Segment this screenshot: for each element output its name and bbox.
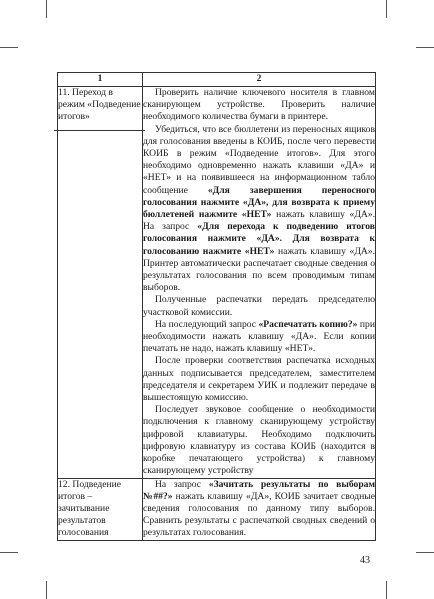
instruction-text: На запрос bbox=[155, 478, 209, 490]
instruction-text: Последует звуковое сообщение о необходимости подключения к главному сканирующему устройству цифровой клавиатуры. Необходимо подключить цифровую клавиатуру из состава КОИБ (находится в коробке печатающего устройства) к главному сканирующему устройству bbox=[143, 404, 375, 477]
instruction-text: при необходимости нажать клавишу «ДА». Если копии печатать не надо, нажать клавишу «НЕТ». bbox=[143, 318, 375, 355]
step-title: 12. Подведение итогов – зачитывание результатов голосования bbox=[58, 478, 121, 539]
column-header: 1 bbox=[58, 73, 143, 87]
divider bbox=[54, 124, 145, 131]
crop-mark bbox=[46, 0, 47, 18]
crop-mark bbox=[46, 581, 47, 599]
column-header: 2 bbox=[143, 73, 376, 87]
instruction-text: нажать клавишу «ДА», КОИБ зачитает сводные сведения голосования по данному типу выборов. Сравнить результаты с распечаткой сводных сведений о результатах голосования. bbox=[143, 490, 375, 539]
description-paragraph bbox=[143, 87, 375, 124]
description-paragraph bbox=[143, 479, 375, 540]
prompt-text: «Для завершения переносного голосования нажмите «ДА», для возврата к приему бюллетеней нажмите «НЕТ» bbox=[143, 184, 375, 221]
crop-mark bbox=[416, 552, 434, 553]
crop-mark bbox=[0, 552, 18, 553]
step-description-cell bbox=[143, 87, 376, 479]
instruction-text: Полученные распечатки передать председателю участковой комиссии. bbox=[143, 294, 375, 318]
step-description-cell bbox=[143, 478, 376, 540]
instruction-text: После проверки соответствия распечатка исходных данных подписывается председателем, заместителем председателя и секретарем УИК и подлежит передаче в вышестоящую комиссию. bbox=[143, 355, 375, 404]
description-paragraph bbox=[143, 294, 375, 318]
instruction-text: нажать клавишу «ДА». На запрос bbox=[143, 209, 375, 233]
instruction-text: На последующий запрос bbox=[155, 318, 259, 330]
prompt-text: «Распечатать копию?» bbox=[258, 318, 358, 330]
prompt-text: «Зачитать результаты по выборам №##?» bbox=[143, 478, 375, 502]
table-row bbox=[58, 87, 376, 479]
crop-mark bbox=[0, 47, 18, 48]
table-header-row bbox=[58, 73, 376, 87]
instruction-text: Убедиться, что все бюллетени из переносных ящиков для голосования введены в КОИБ, после чего перевести КОИБ в режим «Подведение итогов». Для этого необходимо одновременно нажать клавиши «ДА» и «НЕТ» и на появившееся на информационном табло сообщение bbox=[143, 123, 375, 196]
description-paragraph bbox=[143, 124, 375, 295]
description-paragraph bbox=[143, 319, 375, 356]
description-paragraph bbox=[143, 355, 375, 404]
description-paragraph bbox=[143, 404, 375, 477]
instruction-table bbox=[57, 72, 376, 541]
step-title: 11. Переход в режим «Подведение итогов» bbox=[58, 87, 141, 123]
instruction-text: нажать клавишу «ДА». Принтер автоматически распечатает сводные сведения о результатах голосования по всем проводимым типам выборов. bbox=[143, 245, 375, 294]
page-number: 43 bbox=[360, 555, 370, 566]
instruction-text: Проверить наличие ключевого носителя в главном сканирующем устройстве. Проверить наличие необходимого количества бумаги в принтере. bbox=[143, 87, 375, 123]
crop-mark bbox=[386, 0, 387, 18]
crop-mark bbox=[416, 47, 434, 48]
table-row bbox=[58, 478, 376, 540]
crop-mark bbox=[386, 581, 387, 599]
prompt-text: «Для перехода к подведению итогов голосования нажмите «ДА». Для возврата к голосованию нажмите «НЕТ» bbox=[143, 221, 375, 257]
step-title-cell bbox=[58, 87, 143, 479]
step-title-cell bbox=[58, 478, 143, 540]
